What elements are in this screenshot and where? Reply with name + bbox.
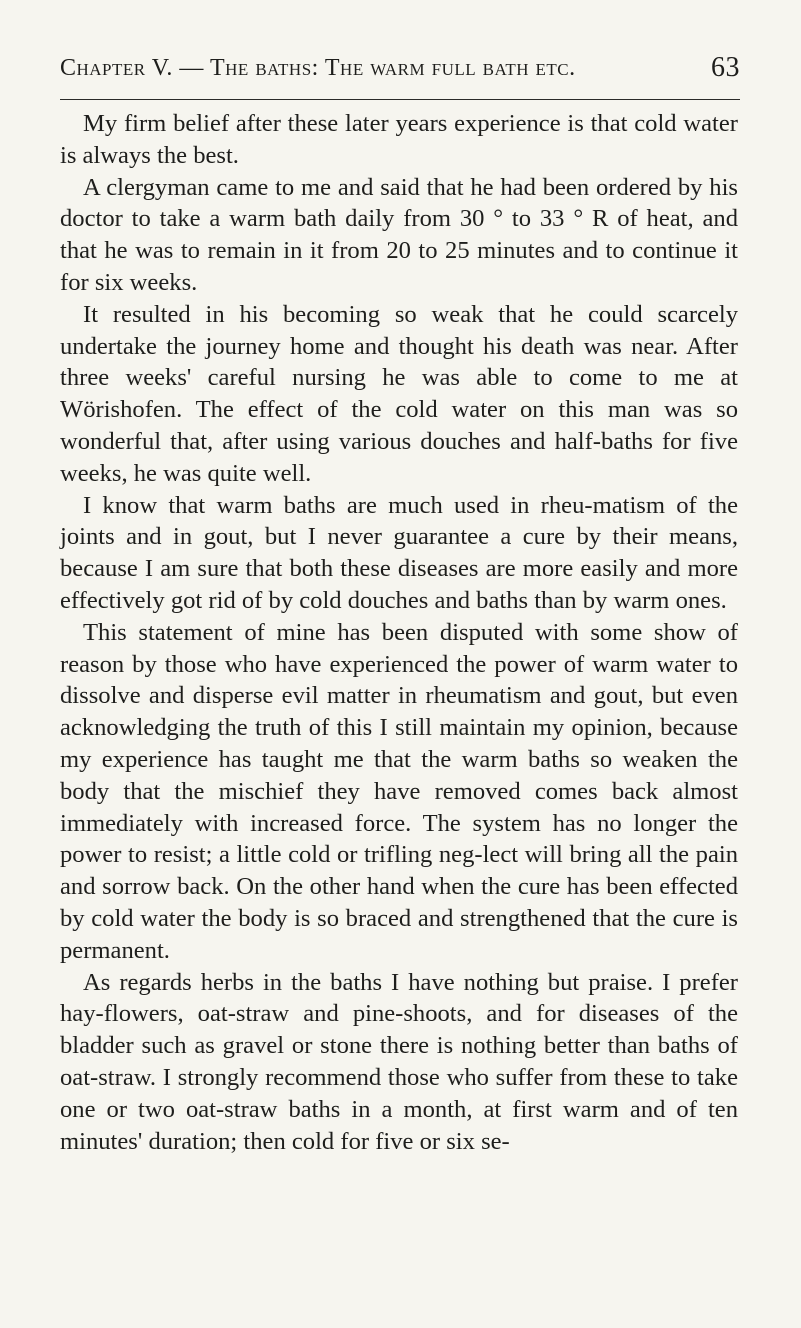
page-number: 63	[711, 52, 740, 83]
paragraph: A clergyman came to me and said that he had been ordered by his doctor to take a warm bath daily from 30 ° to 33 ° R of heat, and that he was to remain in it from 20 to 25 minutes and to continue it for six weeks.	[60, 173, 738, 296]
paragraph: It resulted in his becoming so weak that he could scarcely undertake the journey home and thought his death was near. After three weeks' careful nursing he was able to come to me at Wörishofen. The effect of the cold water on this man was so wonderful that, after using various douches and half-baths for five weeks, he was quite well.	[60, 300, 738, 487]
running-header	[60, 48, 740, 88]
running-title: Chapter V. — The baths: The warm full bath etc.	[60, 55, 576, 81]
body-text	[60, 108, 738, 1157]
paragraph: My firm belief after these later years experience is that cold water is always the best.	[60, 110, 738, 169]
header-rule	[60, 99, 740, 100]
paragraph: I know that warm baths are much used in rheu-matism of the joints and in gout, but I never guarantee a cure by their means, because I am sure that both these diseases are more easily and more effectively got rid of by cold douches and baths than by warm ones.	[60, 491, 738, 614]
paragraph: This statement of mine has been disputed with some show of reason by those who have experienced the power of warm water to dissolve and disperse evil matter in rheumatism and gout, but even acknowledging the truth of this I still maintain my opinion, because my experience has taught me that the warm baths so weaken the body that the mischief they have removed comes back almost immediately with increased force. The system has no longer the power to resist; a little cold or trifling neg-lect will bring all the pain and sorrow back. On the other hand when the cure has been effected by cold water the body is so braced and strengthened that the cure is permanent.	[60, 618, 738, 964]
paragraph: As regards herbs in the baths I have nothing but praise. I prefer hay-flowers, oat-straw and pine-shoots, and for diseases of the bladder such as gravel or stone there is nothing better than baths of oat-straw. I strongly recommend those who suffer from these to take one or two oat-straw baths in a month, at first warm and of ten minutes' duration; then cold for five or six se-	[60, 968, 738, 1155]
